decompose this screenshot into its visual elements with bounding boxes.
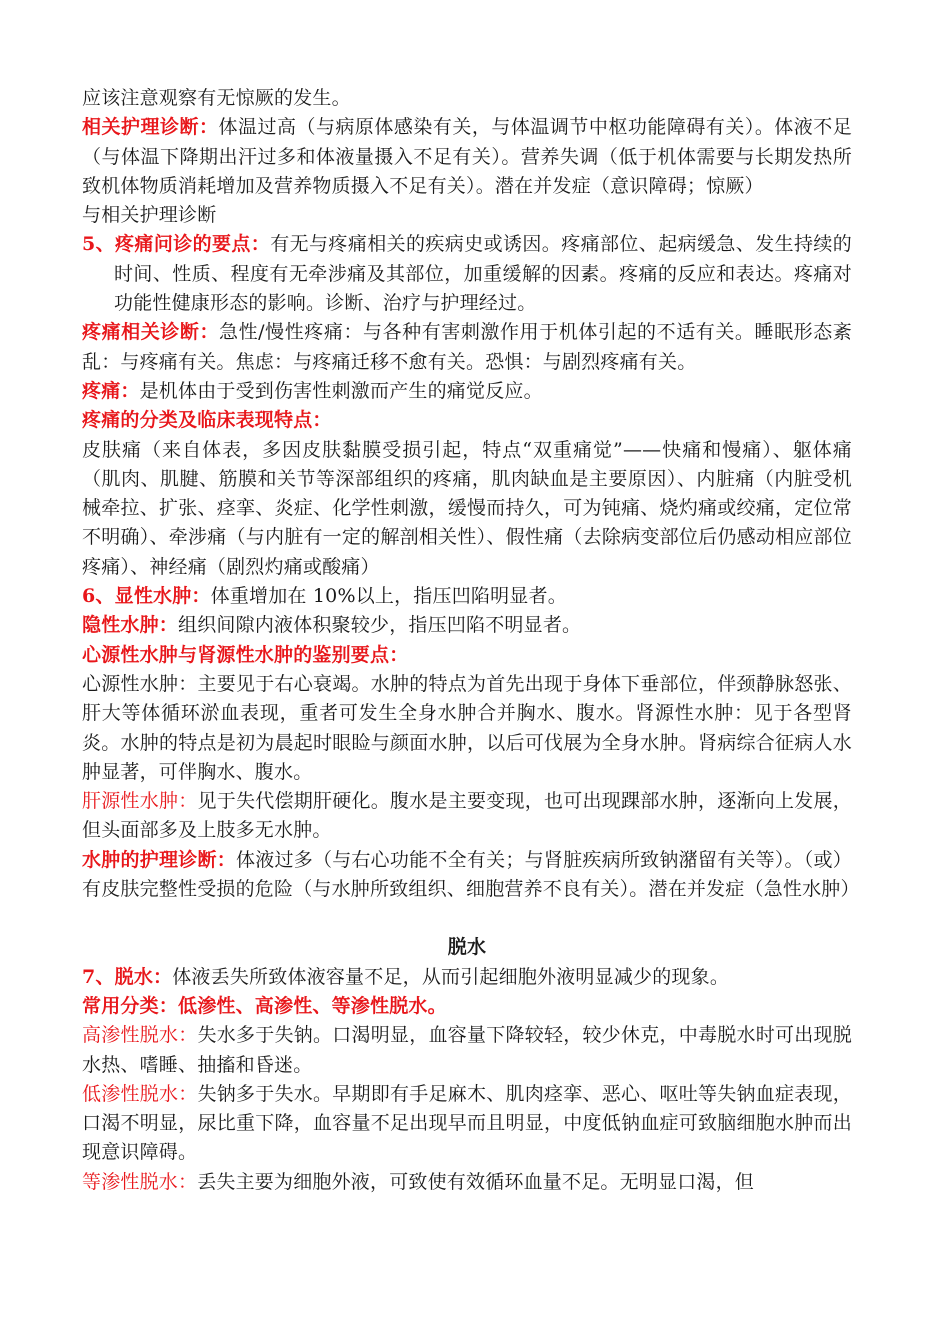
paragraph-label: 疼痛相关诊断：: [82, 321, 220, 344]
paragraph-text: 应该注意观察有无惊厥的发生。: [82, 87, 351, 109]
paragraph-text: 急性/慢性疼痛：与各种有害刺激作用于机体引起的不适有关。睡眠形态紊乱：与疼痛有关。焦虑：与疼痛迁移不愈有关。恐惧：与剧烈疼痛有关。: [82, 321, 852, 373]
paragraph-edema-differential-heading: [82, 641, 852, 670]
paragraph-label: 低渗性脱水：: [82, 1082, 198, 1105]
paragraph-label: 常用分类：低渗性、高渗性、等渗性脱水。: [82, 994, 447, 1017]
paragraph-label: 高渗性脱水：: [82, 1024, 198, 1047]
document-body: [82, 84, 860, 1197]
paragraph-pain-definition: [82, 377, 852, 406]
paragraph-edema-nursing-diagnosis: [82, 846, 860, 905]
paragraph-text: 丢失主要为细胞外液，可致使有效循环血量不足。无明显口渴，但: [197, 1170, 755, 1193]
paragraph-pain-diagnosis: [82, 318, 852, 377]
paragraph-nursing-diagnosis-fever: [82, 113, 852, 201]
paragraph-text: 有无与疼痛相关的疾病史或诱因。疼痛部位、起病缓急、发生持续的时间、性质、程度有无牵涉痛及其部位，加重缓解的因素。疼痛的反应和表达。疼痛对功能性健康形态的影响。诊断、治疗与护理经过。: [114, 233, 852, 315]
paragraph-label: 心源性水肿与肾源性水肿的鉴别要点：: [82, 643, 409, 666]
paragraph-isotonic-dehydration: [82, 1168, 852, 1197]
paragraph-hypertonic-dehydration: [82, 1021, 852, 1080]
paragraph-text: 体液丢失所致体液容量不足，从而引起细胞外液明显减少的现象。: [172, 965, 730, 988]
paragraph-occult-edema: [82, 611, 852, 640]
paragraph-label: 疼痛的分类及临床表现特点：: [82, 409, 332, 432]
paragraph-text: 与相关护理诊断: [82, 204, 217, 227]
paragraph-label: 水肿的护理诊断：: [82, 848, 236, 871]
paragraph-label: 6、显性水肿：: [82, 585, 211, 608]
paragraph-cardiac-renal-edema: [82, 670, 852, 787]
paragraph-related-diagnosis: [82, 201, 852, 230]
paragraph-label: 7、脱水：: [82, 965, 173, 988]
section-title: 脱水: [447, 936, 487, 959]
paragraph-text: 皮肤痛（来自体表，多因皮肤黏膜受损引起，特点“双重痛觉”——快痛和慢痛）、躯体痛（肌肉、肌腱、筋膜和关节等深部组织的疼痛，肌肉缺血是主要原因）、内脏痛（内脏受机械牵拉、扩张、痉挛、炎症、化学性刺激，缓慢而持久，可为钝痛、烧灼痛或绞痛，定位常不明确）、牵涉痛（与内脏有一定的解剖相关性）、假性痛（去除病变部位后仍感动相应部位疼痛）、神经痛（剧烈灼痛或酸痛）: [82, 438, 852, 578]
paragraph-hypotonic-dehydration: [82, 1080, 852, 1168]
paragraph-observe-convulsion: [82, 84, 852, 113]
paragraph-label: 隐性水肿：: [82, 614, 179, 637]
paragraph-label: 疼痛：: [82, 379, 140, 402]
paragraph-text: 体温过高（与病原体感染有关，与体温调节中枢功能障碍有关）。体液不足（与体温下降期出汗过多和体液量摄入不足有关）。营养失调（低于机体需要与长期发热所致机体物质消耗增加及营养物质摄入不足有关）。潜在并发症（意识障碍；惊厥）: [82, 116, 852, 197]
paragraph-text: 失钠多于失水。早期即有手足麻木、肌肉痉挛、恶心、呕吐等失钠血症表现，口渴不明显，尿比重下降，血容量不足出现早而且明显，中度低钠血症可致脑细胞水肿而出现意识障碍。: [82, 1082, 852, 1164]
paragraph-text: 失水多于失钠。口渴明显，血容量下降较轻，较少休克，中毒脱水时可出现脱水热、嗜睡、抽搐和昏迷。: [82, 1024, 852, 1076]
paragraph-text: 心源性水肿：主要见于右心衰竭。水肿的特点为首先出现于身体下垂部位，伴颈静脉怒张、肝大等体循环淤血表现，重者可发生全身水肿合并胸水、腹水。肾源性水肿：见于各型肾炎。水肿的特点是初为晨起时眼睑与颜面水肿，以后可伐展为全身水肿。肾病综合征病人水肿显著，可伴胸水、腹水。: [82, 672, 852, 783]
paragraph-label: 5、疼痛问诊的要点：: [82, 233, 271, 256]
paragraph-label: 等渗性脱水：: [82, 1170, 198, 1193]
paragraph-label: 相关护理诊断：: [82, 116, 219, 139]
paragraph-pain-classification-heading: [82, 406, 852, 435]
paragraph-text: 体液过多（与右心功能不全有关；与肾脏疾病所致钠潴留有关等）。（或）有皮肤完整性受损的危险（与水肿所致组织、细胞营养不良有关）。潜在并发症（急性水肿）: [82, 848, 860, 901]
paragraph-text: 组织间隙内液体积聚较少，指压凹陷不明显者。: [178, 614, 582, 637]
paragraph-label: 肝源性水肿：: [82, 790, 198, 813]
paragraph-dehydration-classification: [82, 992, 852, 1021]
paragraph-text: 是机体由于受到伤害性刺激而产生的痛觉反应。: [139, 379, 543, 402]
paragraph-text: 体重增加在 10%以上，指压凹陷明显者。: [210, 585, 567, 608]
paragraph-dehydration-definition: [82, 963, 852, 992]
paragraph-text: 见于失代偿期肝硬化。腹水是主要变现，也可出现踝部水肿，逐渐向上发展，但头面部多及上肢多无水肿。: [82, 790, 852, 842]
paragraph-pain-inquiry: [82, 230, 852, 318]
paragraph-overt-edema: [82, 582, 852, 611]
paragraph-pain-types: [82, 436, 852, 582]
paragraph-hepatic-edema: [82, 787, 852, 846]
